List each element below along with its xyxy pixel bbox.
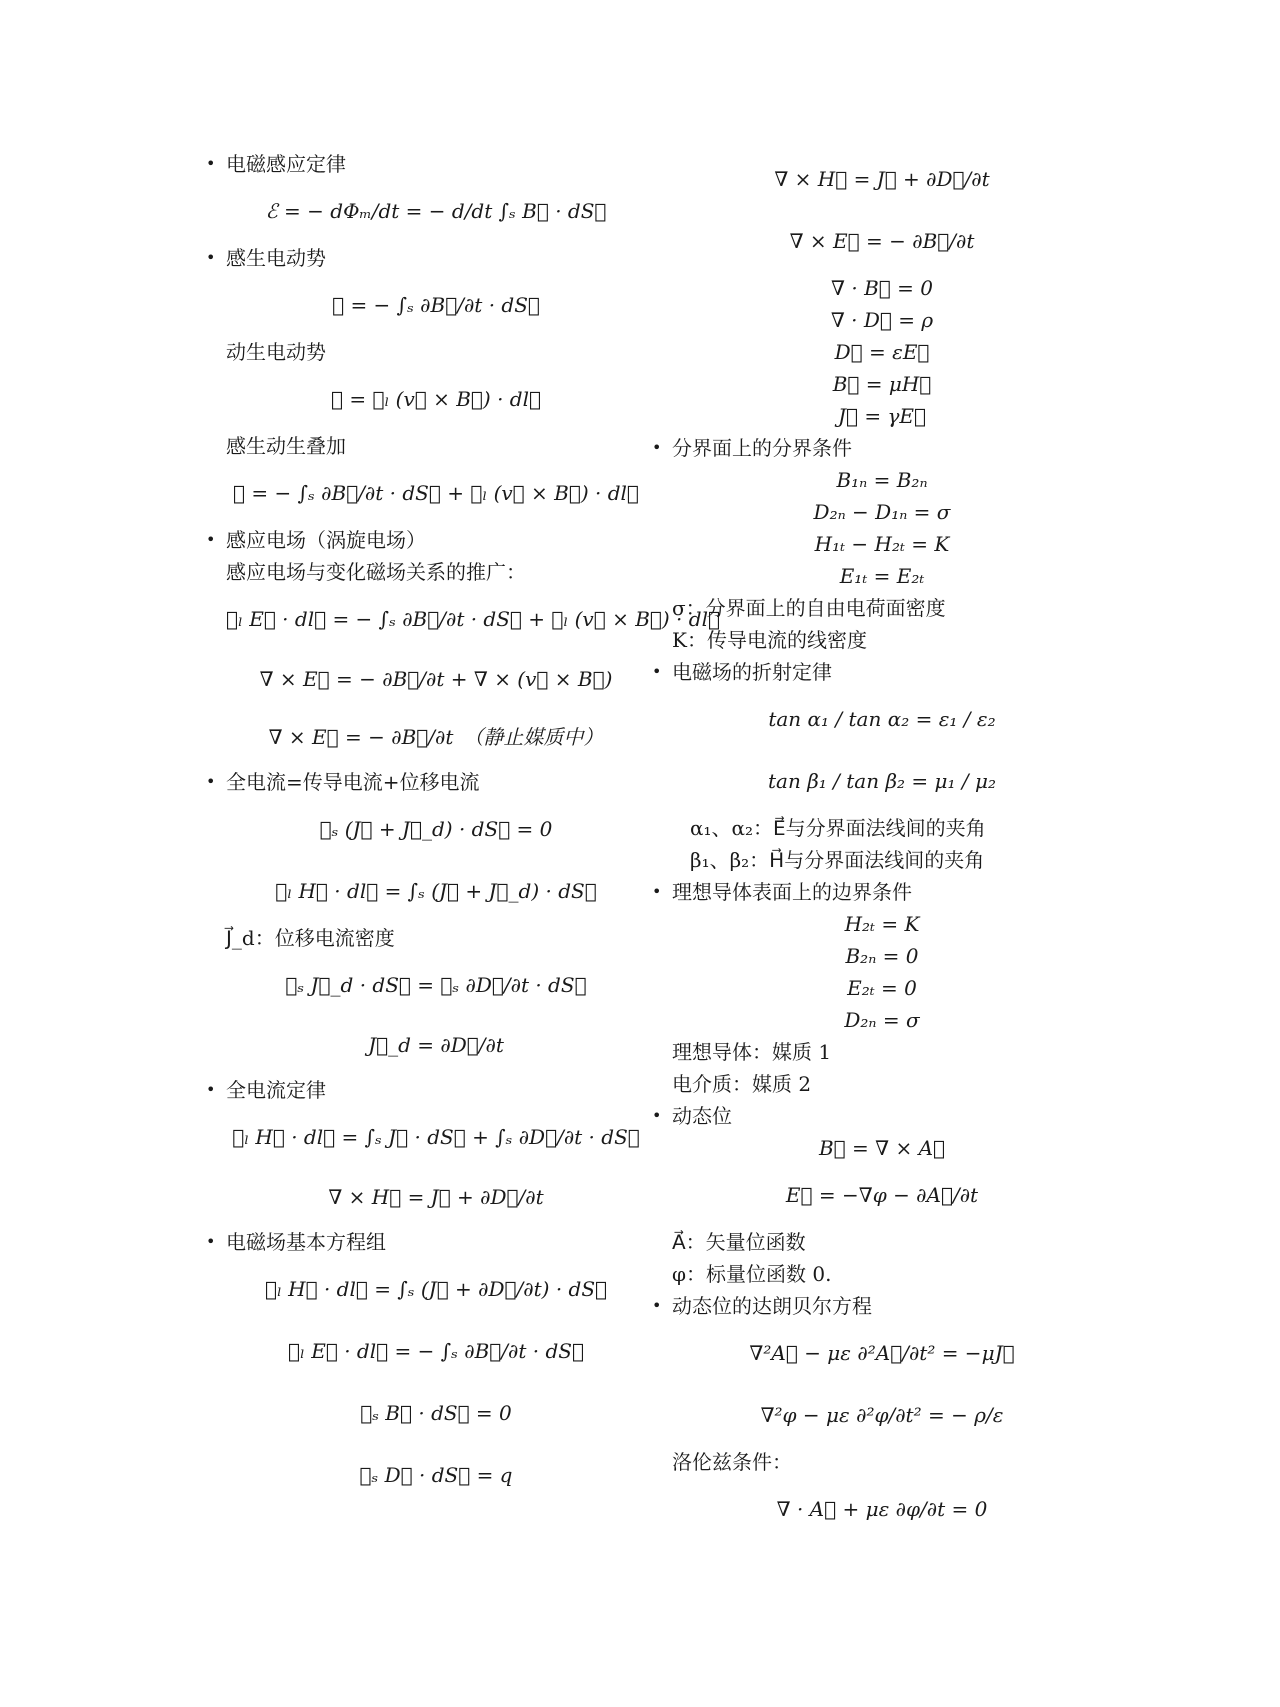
equation: ∮ₛ B⃗ · dS⃗ = 0 xyxy=(360,1401,512,1425)
equation: ∇ × H⃗ = J⃗ + ∂D⃗/∂t xyxy=(328,1185,544,1209)
equation: ∇²φ − με ∂²φ/∂t² = − ρ/ε xyxy=(760,1403,1004,1427)
section-heading: • 分界面上的分界条件 xyxy=(672,432,1092,464)
text-line: 感应电场与变化磁场关系的推广： xyxy=(226,560,526,584)
equation: ℰ = − dΦₘ/dt = − d/dt ∫ₛ B⃗ · dS⃗ xyxy=(265,199,607,223)
text-line: 理想导体：媒质 1 xyxy=(672,1040,832,1064)
equation: E₂ₜ = 0 xyxy=(847,976,917,1000)
section-heading: • 感生电动势 xyxy=(226,242,646,274)
equation: tan α₁ / tan α₂ = ε₁ / ε₂ xyxy=(768,707,996,731)
text-line: φ：标量位函数 0. xyxy=(672,1262,832,1286)
equation: ∮ₛ D⃗ · dS⃗ = q xyxy=(359,1463,513,1487)
section-heading: • 感应电场（涡旋电场） xyxy=(226,524,646,556)
equation: tan β₁ / tan β₂ = μ₁ / μ₂ xyxy=(768,769,996,793)
section-heading: • 电磁场基本方程组 xyxy=(226,1226,646,1258)
section-heading: • 动态位的达朗贝尔方程 xyxy=(672,1290,1092,1322)
equation: H₁ₜ − H₂ₜ = K xyxy=(814,532,950,556)
equation: D₂ₙ = σ xyxy=(844,1008,920,1032)
equation: ∇ × E⃗ = − ∂B⃗/∂t + ∇ × (v⃗ × B⃗) xyxy=(259,667,613,691)
equation: J⃗ = γE⃗ xyxy=(837,404,927,428)
equation: D₂ₙ − D₁ₙ = σ xyxy=(813,500,951,524)
text-line: 动生电动势 xyxy=(226,340,326,364)
section-heading: • 理想导体表面上的边界条件 xyxy=(672,876,1092,908)
equation: D⃗ = εE⃗ xyxy=(834,340,930,364)
text-line: β₁、β₂：H⃗与分界面法线间的夹角 xyxy=(690,848,985,872)
equation: ℰ = − ∫ₛ ∂B⃗/∂t · dS⃗ + ∮ₗ (v⃗ × B⃗) · dl⃗ xyxy=(233,481,639,505)
equation: ∮ₗ E⃗ · dl⃗ = − ∫ₛ ∂B⃗/∂t · dS⃗ + ∮ₗ (v⃗ × B⃗) · dl⃗ xyxy=(226,607,720,631)
equation: ∇ · D⃗ = ρ xyxy=(830,308,934,332)
equation: E⃗ = −∇φ − ∂A⃗/∂t xyxy=(785,1183,979,1207)
section-heading: • 电磁场的折射定律 xyxy=(672,656,1092,688)
equation: E₁ₜ = E₂ₜ xyxy=(839,564,925,588)
text-line: σ：分界面上的自由电荷面密度 xyxy=(672,596,946,620)
equation: ∇ × E⃗ = − ∂B⃗/∂t （静止媒质中） xyxy=(268,725,604,749)
equation: ∮ₗ E⃗ · dl⃗ = − ∫ₛ ∂B⃗/∂t · dS⃗ xyxy=(288,1339,584,1363)
equation: B⃗ = μH⃗ xyxy=(832,372,932,396)
equation: B₁ₙ = B₂ₙ xyxy=(836,468,928,492)
equation: ∇ · B⃗ = 0 xyxy=(831,276,933,300)
equation: ℰ = − ∫ₛ ∂B⃗/∂t · dS⃗ xyxy=(332,293,540,317)
equation: B⃗ = ∇ × A⃗ xyxy=(818,1136,946,1160)
text-line: 洛伦兹条件： xyxy=(672,1450,792,1474)
equation: ∮ₗ H⃗ · dl⃗ = ∫ₛ (J⃗ + ∂D⃗/∂t) · dS⃗ xyxy=(264,1277,608,1301)
text-line: J⃗_d：位移电流密度 xyxy=(226,926,395,950)
equation: ∮ₛ (J⃗ + J⃗_d) · dS⃗ = 0 xyxy=(319,817,553,841)
section-heading: • 电磁感应定律 xyxy=(226,148,646,180)
equation: ∇ × E⃗ = − ∂B⃗/∂t xyxy=(789,229,975,253)
equation: H₂ₜ = K xyxy=(844,912,920,936)
text-line: 电介质：媒质 2 xyxy=(672,1072,812,1096)
right-column xyxy=(672,148,1092,1540)
equation: ∮ₗ H⃗ · dl⃗ = ∫ₛ (J⃗ + J⃗_d) · dS⃗ xyxy=(275,879,597,903)
equation: ℰ = ∮ₗ (v⃗ × B⃗) · dl⃗ xyxy=(330,387,542,411)
section-heading: • 全电流定律 xyxy=(226,1074,646,1106)
text-line: K：传导电流的线密度 xyxy=(672,628,867,652)
equation: ∇²A⃗ − με ∂²A⃗/∂t² = −μJ⃗ xyxy=(749,1341,1015,1365)
equation: ∮ₛ J⃗_d · dS⃗ = ∮ₛ ∂D⃗/∂t · dS⃗ xyxy=(285,973,587,997)
text-line: α₁、α₂：E⃗与分界面法线间的夹角 xyxy=(690,816,986,840)
equation: ∮ₗ H⃗ · dl⃗ = ∫ₛ J⃗ · dS⃗ + ∫ₛ ∂D⃗/∂t · dS⃗ xyxy=(232,1125,640,1149)
equation: J⃗_d = ∂D⃗/∂t xyxy=(368,1033,504,1057)
equation: ∇ · A⃗ + με ∂φ/∂t = 0 xyxy=(776,1497,988,1521)
equation: B₂ₙ = 0 xyxy=(845,944,919,968)
equation: ∇ × H⃗ = J⃗ + ∂D⃗/∂t xyxy=(774,167,990,191)
section-heading: • 全电流=传导电流+位移电流 xyxy=(226,766,646,798)
section-heading: • 动态位 xyxy=(672,1100,1092,1132)
text-line: 感生动生叠加 xyxy=(226,434,346,458)
text-line: A⃗：矢量位函数 xyxy=(672,1230,806,1254)
